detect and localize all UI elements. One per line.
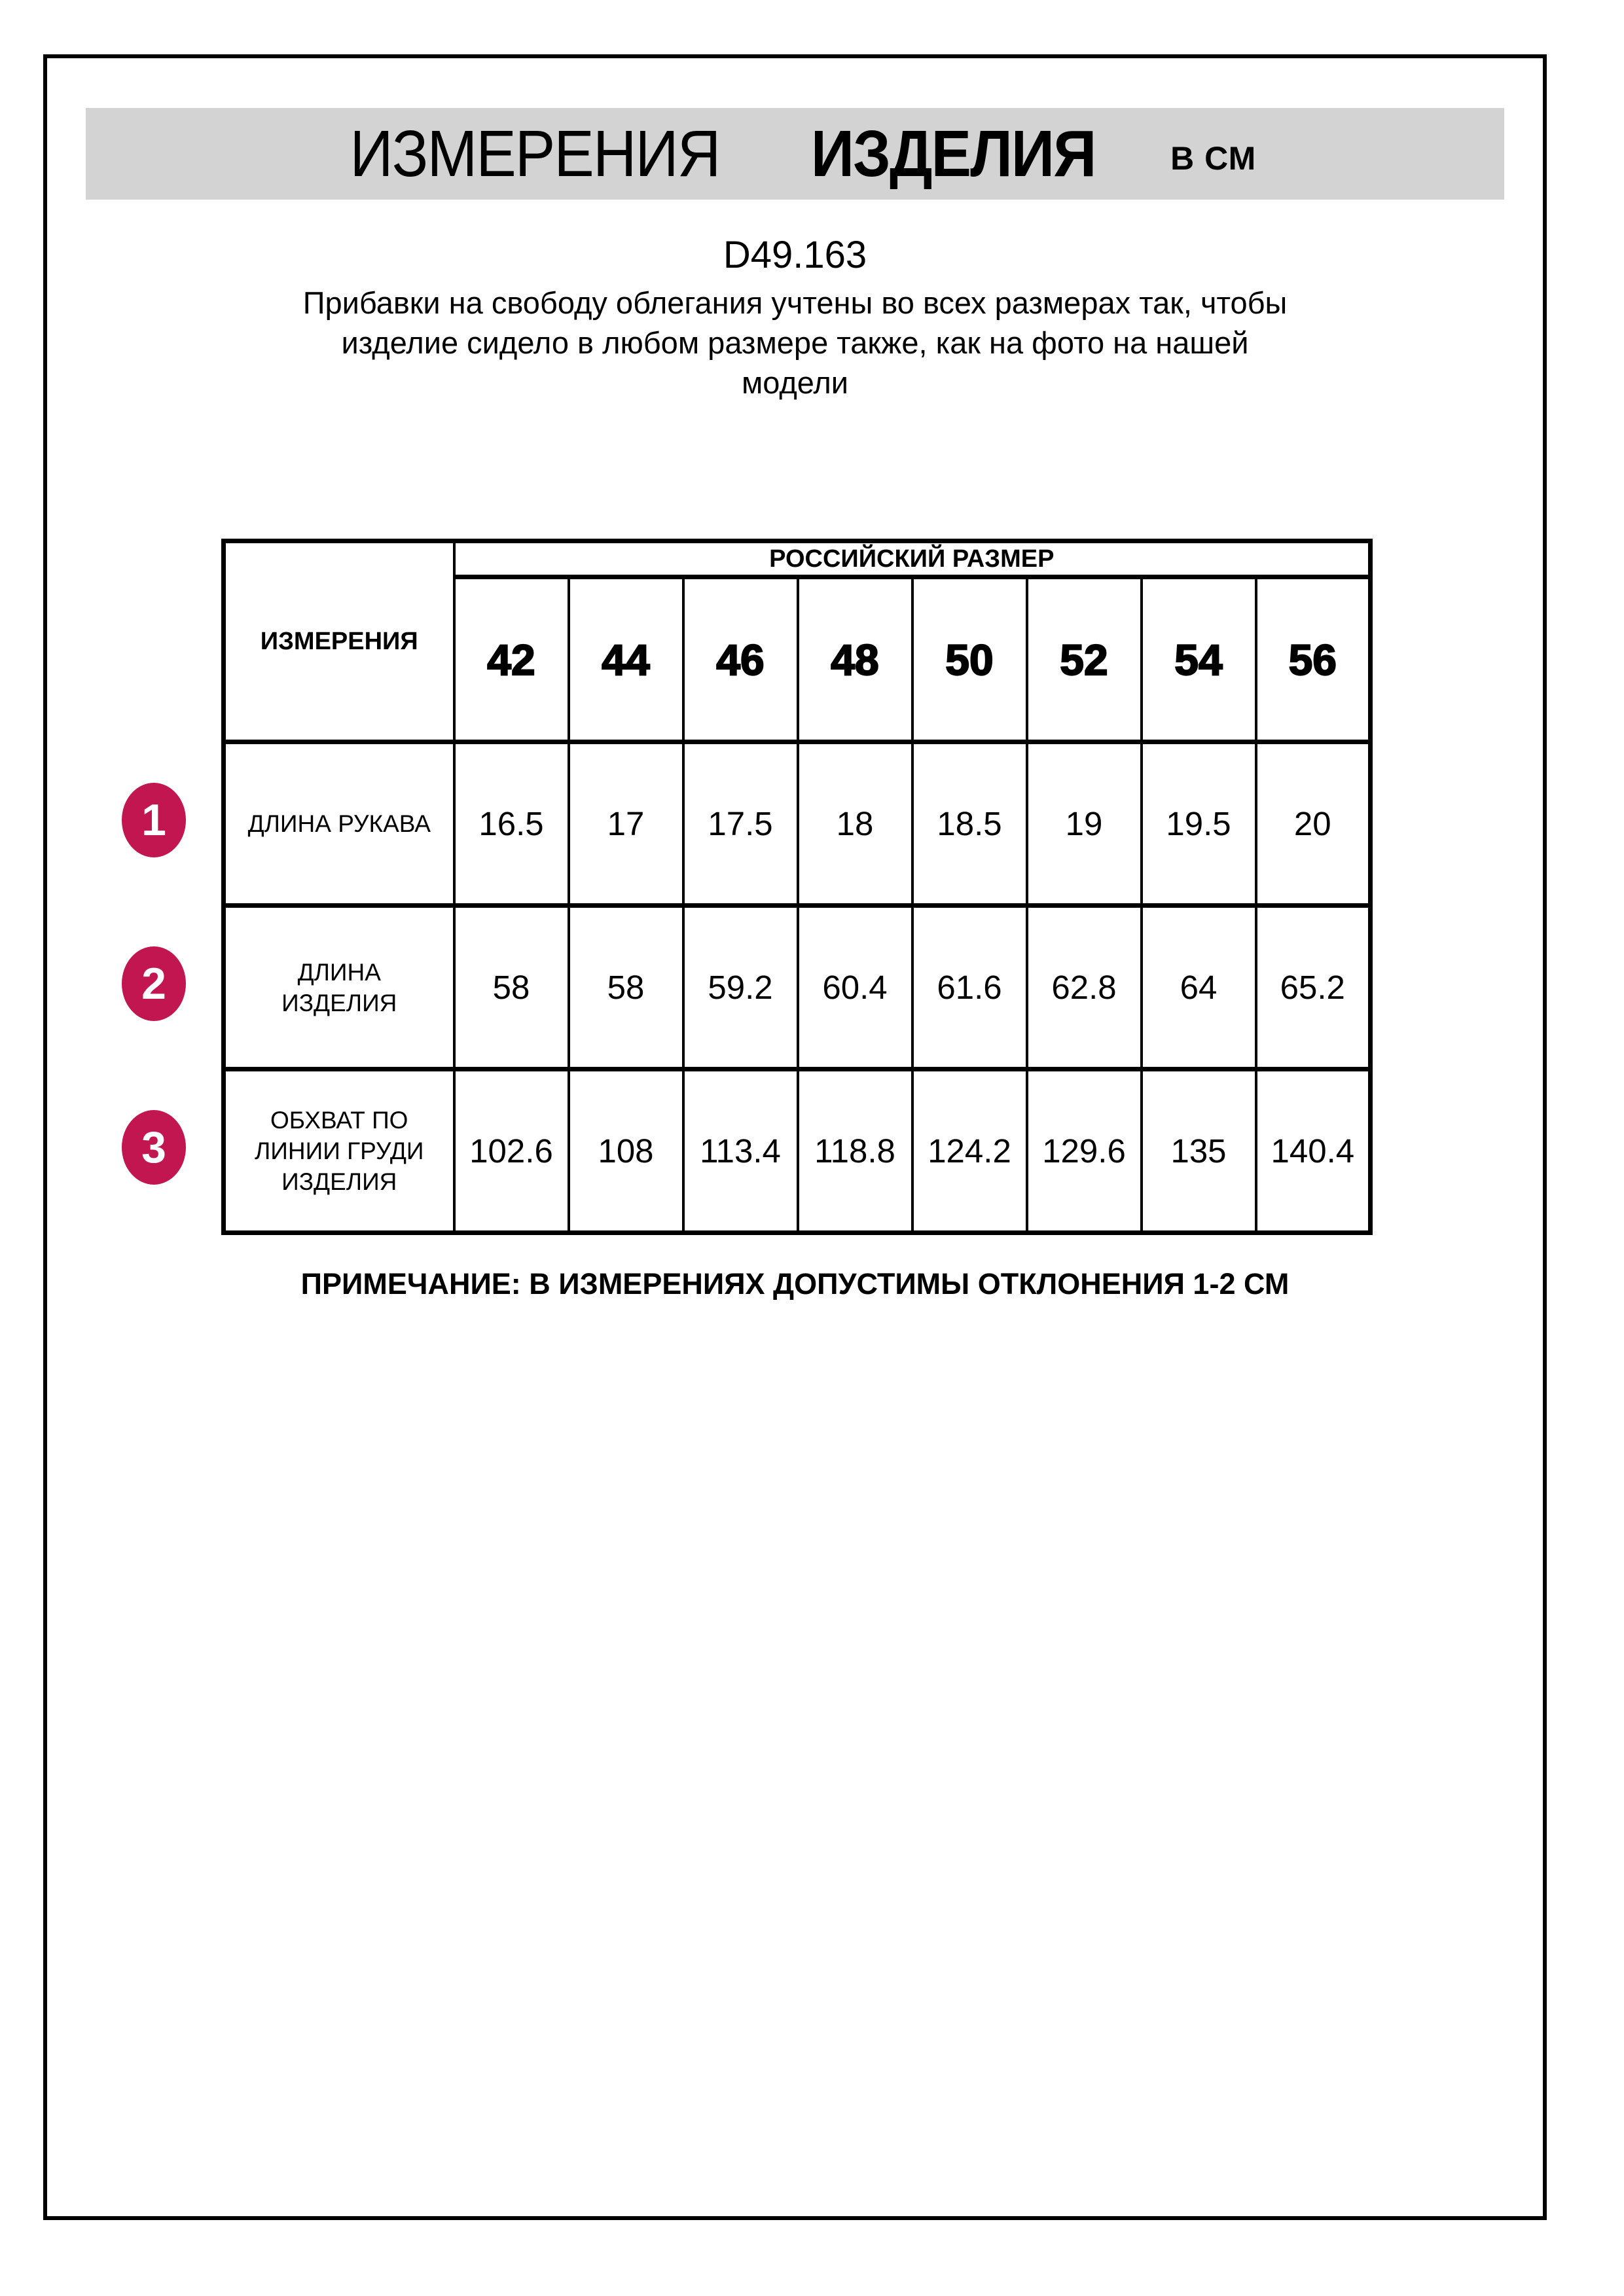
group-header-cell: РОССИЙСКИЙ РАЗМЕР — [454, 541, 1371, 577]
row-number-badge-1: 1 — [122, 783, 186, 857]
value-cell: 17.5 — [683, 742, 798, 906]
value-cell: 18.5 — [912, 742, 1027, 906]
value-cell: 124.2 — [912, 1069, 1027, 1233]
size-header-cell: 42 — [454, 577, 569, 742]
tolerance-note: ПРИМЕЧАНИЕ: В ИЗМЕРЕНИЯХ ДОПУСТИМЫ ОТКЛОНЕНИЯ 1-2 СМ — [300, 1267, 1290, 1300]
title-bar — [86, 108, 1504, 200]
row-label-cell: ДЛИНА ИЗДЕЛИЯ — [224, 906, 454, 1069]
value-cell: 19 — [1027, 742, 1142, 906]
value-cell: 16.5 — [454, 742, 569, 906]
value-cell: 58 — [569, 906, 683, 1069]
value-cell: 102.6 — [454, 1069, 569, 1233]
size-header-cell: 50 — [912, 577, 1027, 742]
size-header-cell: 46 — [683, 577, 798, 742]
title-product: ИЗДЕЛИЯ — [810, 117, 1096, 190]
value-cell: 17 — [569, 742, 683, 906]
value-cell: 129.6 — [1027, 1069, 1142, 1233]
table-row-product-length — [224, 906, 1371, 1069]
size-header-cell: 52 — [1027, 577, 1142, 742]
size-header-cell: 54 — [1142, 577, 1256, 742]
title-unit-cm: В СМ — [1170, 140, 1257, 177]
value-cell: 118.8 — [798, 1069, 912, 1233]
row-label-cell: ОБХВАТ ПО ЛИНИИ ГРУДИ ИЗДЕЛИЯ — [224, 1069, 454, 1233]
value-cell: 20 — [1256, 742, 1371, 906]
value-cell: 62.8 — [1027, 906, 1142, 1069]
value-cell: 108 — [569, 1069, 683, 1233]
corner-header-cell: ИЗМЕРЕНИЯ — [224, 541, 454, 742]
value-cell: 135 — [1142, 1069, 1256, 1233]
size-header-cell: 56 — [1256, 577, 1371, 742]
intro-line: Прибавки на свободу облегания учтены во всех размерах так, чтобы — [302, 285, 1288, 320]
size-header-cell: 48 — [798, 577, 912, 742]
table-row-chest-girth — [224, 1069, 1371, 1233]
intro-line: изделие сидело в любом размере также, как на фото на нашей — [341, 325, 1249, 360]
value-cell: 61.6 — [912, 906, 1027, 1069]
value-cell: 140.4 — [1256, 1069, 1371, 1233]
size-header-cell: 44 — [569, 577, 683, 742]
value-cell: 58 — [454, 906, 569, 1069]
intro-paragraph — [43, 283, 1547, 403]
row-number-badge-2: 2 — [122, 946, 186, 1021]
size-table — [221, 539, 1373, 1235]
row-label-cell: ДЛИНА РУКАВА — [224, 742, 454, 906]
title-measurements: ИЗМЕРЕНИЯ — [350, 117, 720, 190]
value-cell: 64 — [1142, 906, 1256, 1069]
value-cell: 113.4 — [683, 1069, 798, 1233]
table-row — [224, 541, 1371, 577]
value-cell: 18 — [798, 742, 912, 906]
value-cell: 19.5 — [1142, 742, 1256, 906]
table-row-sleeve-length — [224, 742, 1371, 906]
row-number-badge-3: 3 — [122, 1110, 186, 1185]
intro-line: модели — [741, 365, 849, 400]
value-cell: 59.2 — [683, 906, 798, 1069]
value-cell: 65.2 — [1256, 906, 1371, 1069]
value-cell: 60.4 — [798, 906, 912, 1069]
model-code: D49.163 — [723, 234, 867, 276]
